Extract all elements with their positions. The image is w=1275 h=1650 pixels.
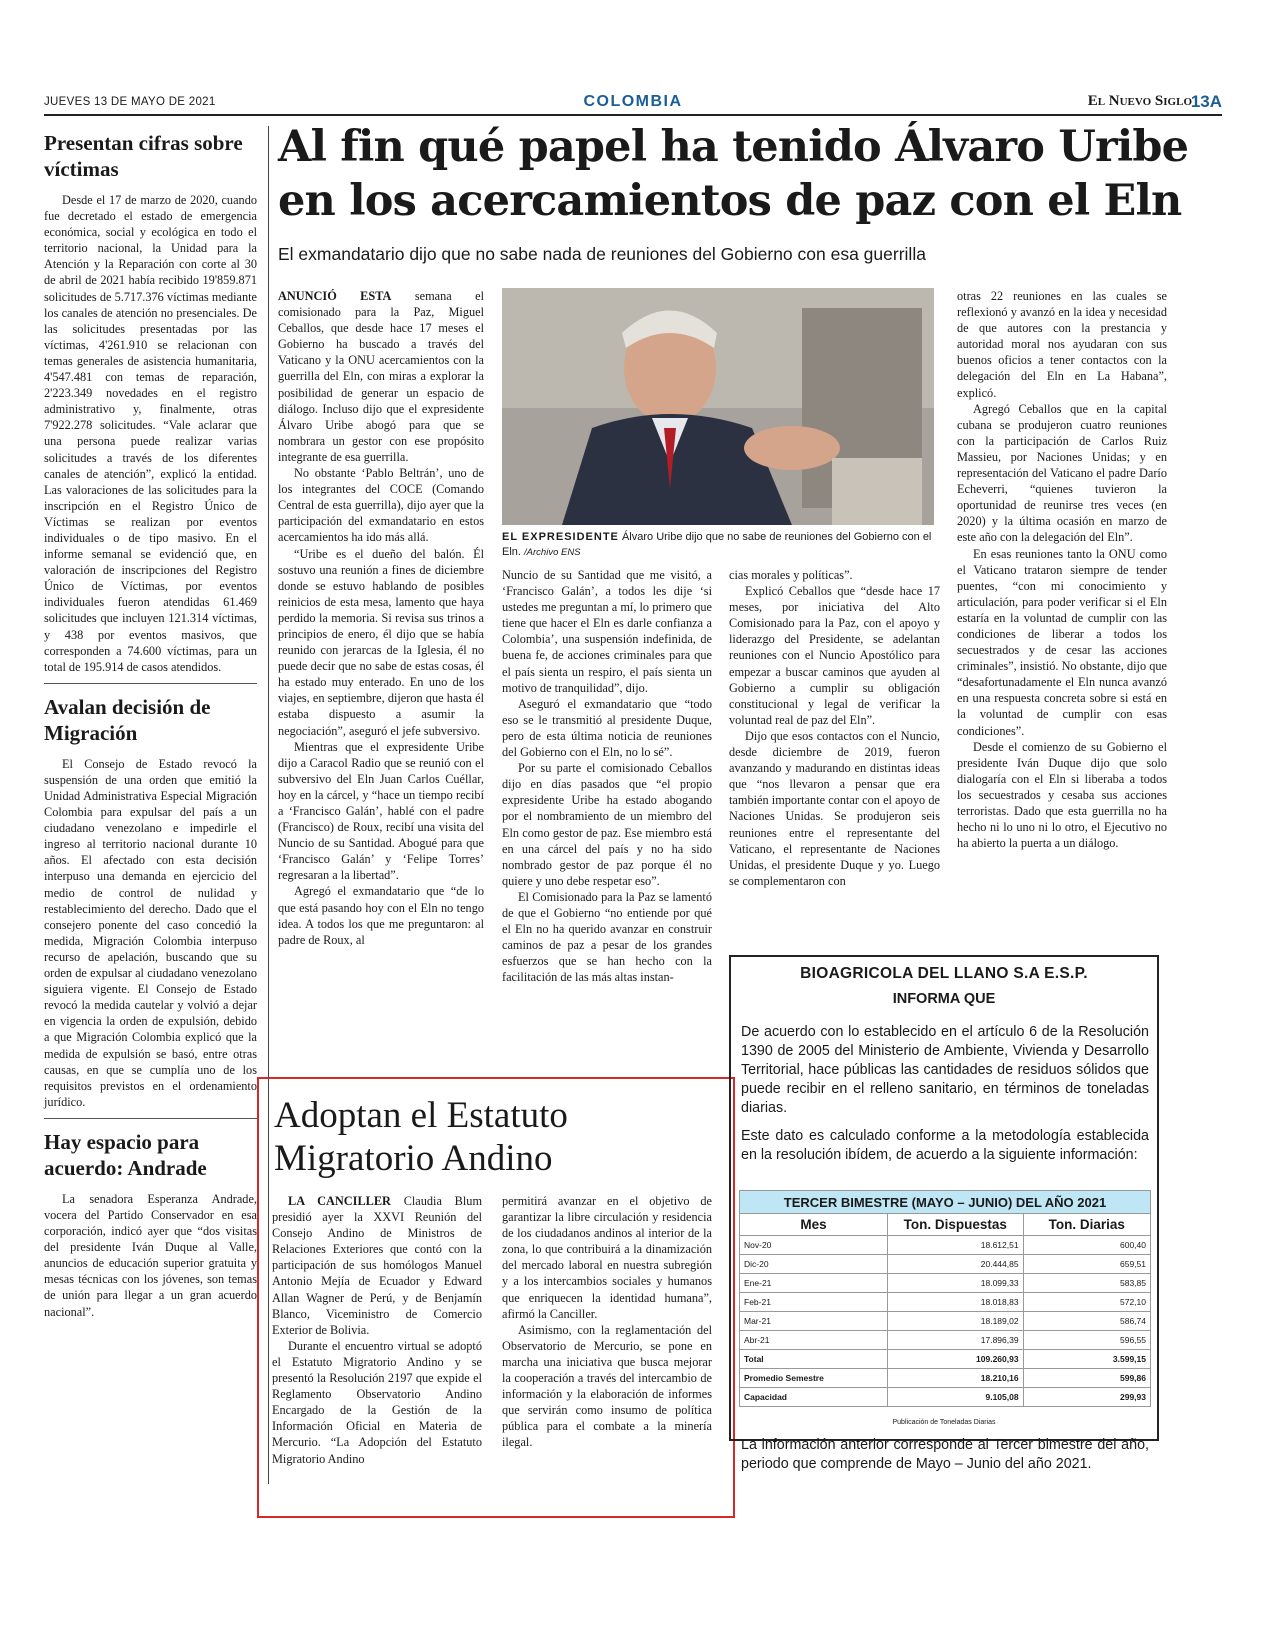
box-paragraph: Durante el encuentro virtual se adoptó el Estatuto Migratorio Andino y se presentó la Resolución 2197 que expide el Reglamento Observatorio Andino Encargado de la Gestión de la Información Oficial en Materia de Mercurio. “La Adopción del Estatuto Migratorio Andino — [272, 1338, 482, 1466]
table-row: Dic-20 20.444,85 659,51 — [740, 1255, 1151, 1274]
notice-paragraph-1: De acuerdo con lo establecido en el artículo 6 de la Resolución 1390 de 2005 del Ministerio de Ambiente, Vivienda y Desarrollo Territorial, hace públicas las cantidades de residuos sólidos que puede recibir en el relleno sanitario, en términos de toneladas diarias. — [741, 1024, 1149, 1116]
box-paragraph: LA CANCILLER Claudia Blum presidió ayer la XXVI Reunión del Consejo Andino de Ministros de Relaciones Exteriores que contó con la participación de sus homólogos Manuel Antonio Mejía de Ecuador y Edward Allan Wagner de Perú, y de Benjamín Blanco, Viceministro de Comercio Exterior de Bolivia. — [272, 1194, 483, 1337]
table-row: Mar-21 18.189,02 586,74 — [740, 1312, 1151, 1331]
notice-paragraph-3: La información anterior corresponde al Tercer bimestre del año, periodo que comprende de Mayo – Junio del año 2021. — [741, 1437, 1149, 1472]
caption-text: Álvaro Uribe dijo que no sabe de reuniones del Gobierno con el Eln. — [502, 531, 932, 558]
brief-migration — [44, 694, 257, 1119]
newspaper-brand: El Nuevo Siglo — [1087, 93, 1192, 109]
notice-paragraph-2: Este dato es calculado conforme a la metodología establecida en la resolución ibídem, de acuerdo a la siguiente información: — [741, 1128, 1149, 1163]
article-paragraph: Desde el comienzo de su Gobierno el presidente Iván Duque dijo que solo dialogaría con el Eln si liberaba a todos los secuestrados y cesaba sus acciones terroristas. Dado que esta guerrilla no ha hecho ni lo uno ni lo otro, el Ejecutivo no ha abierto la puerta a un diálogo. — [957, 739, 1167, 851]
article-paragraph: Explicó Ceballos que “desde hace 17 meses, por iniciativa del Alto Comisionado para la Paz, con el apoyo y liderazgo del Presidente, se adelantan reuniones con el Nuncio Apostólico para empezar a buscar caminos que ayuden al Gobierno a cumplir su obligación constitucional y legal de verificar la voluntad real de paz del Eln”. — [729, 584, 940, 727]
page-header — [44, 92, 1222, 116]
article-paragraph: otras 22 reuniones en las cuales se reflexionó y avanzó en la idea y necesidad de que autores con la prestancia y autoridad moral nos ayudaran con sus buenos oficios a tener contactos con la delegación del Eln en La Habana”, explicó. — [957, 289, 1167, 400]
table-header: Ton. Dispuestas — [887, 1214, 1023, 1236]
article-lead-in: ANUNCIÓ ESTA — [278, 289, 392, 303]
table-row: Nov-20 18.612,51 600,40 — [740, 1236, 1151, 1255]
article-paragraph: ANUNCIÓ ESTA semana el comisionado para la Paz, Miguel Ceballos, que desde hace 17 meses el Gobierno ha buscado a través del Vaticano y la ONU acercamientos con la guerrilla del Eln, con miras a explorar la posibilidad de generar un espacio de diálogo. Incluso dijo que el expresidente Álvaro Uribe abogó para que se nombrara un gestor con ese propósito integrante de esa guerrilla. — [278, 289, 484, 464]
page-number: 13A — [1190, 92, 1222, 111]
caption-lead: EL EXPRESIDENTE — [502, 531, 619, 543]
box-column-1 — [272, 1193, 482, 1467]
article-column-4 — [957, 288, 1167, 851]
table-row-capacity: Capacidad 9.105,08 299,93 — [740, 1388, 1151, 1407]
table-row: Abr-21 17.896,39 596,55 — [740, 1331, 1151, 1350]
box-headline: Adoptan el Estatuto Migratorio Andino — [274, 1095, 568, 1179]
box-paragraph: Asimismo, con la reglamentación del Observatorio de Mercurio, se pone en marcha una iniciativa que busca mejorar la cooperación a través del intercambio de información y la elaboración de informes que servirán como insumo de política pública para el combate a la minería ilegal. — [502, 1322, 712, 1450]
section-name: COLOMBIA — [583, 93, 683, 110]
brief-andrade-title: Hay espacio para acuerdo: Andrade — [44, 1129, 207, 1180]
issue-date: JUEVES 13 DE MAYO DE 2021 — [44, 96, 216, 108]
article-paragraph: Nuncio de su Santidad que me visitó, a ‘Francisco Galán’, a todos les dije ‘si ustedes me preguntan a mí, lo primero que tiene que hacer el Eln es darle confianza a Colombia’, una suspensión indefinida, de buena fe, de acciones criminales para que el país sienta un respiro, el país sienta un motivo de tranquilidad”, dijo. — [502, 568, 712, 695]
article-paragraph: No obstante ‘Pablo Beltrán’, uno de los integrantes del COCE (Comando Central de esta guerrilla), dijo ayer que la participación del exmandatario en estos acercamientos ha ido más allá. — [278, 466, 484, 545]
table-row-total: Total 109.260,93 3.599,15 — [740, 1350, 1151, 1369]
table-row-average: Promedio Semestre 18.210,16 599,86 — [740, 1369, 1151, 1388]
article-column-2 — [502, 567, 712, 985]
photo-caption — [502, 530, 934, 560]
table-header: Mes — [740, 1214, 888, 1236]
article-paragraph: El Comisionado para la Paz se lamentó de que el Gobierno “no entiende por qué el Eln no ha querido avanzar en construir caminos de paz a pesar de los grandes esfuerzos que se han hecho con la facilitación de las más altas instan- — [502, 889, 712, 985]
notice-company: BIOAGRICOLA DEL LLANO S.A E.S.P. — [800, 965, 1088, 982]
article-paragraph: cias morales y políticas”. — [729, 568, 853, 582]
box-column-2 — [502, 1193, 712, 1451]
brief-victims-text: Desde el 17 de marzo de 2020, cuando fue decretado el estado de emergencia económica, social y ecológica en todo el territorio nacional, la Unidad para la Atención y la Reparación con corte al 30 de abril de 2021 había recibido 19'859.871 solicitudes de 5.717.376 víctimas mediante los canales de atención no presenciales. De las solicitudes presentadas por las víctimas, 4'261.910 se relacionan con temas generales de asistencia humanitaria, 4'547.481 con temas de reparación, 2'223.349 novedades en el registro administrativo y, finalmente, otras 7'922.278 solicitudes. “Vale aclarar que una persona puede realizar varias solicitudes a través de los diferentes canales de atención”, explicó la entidad. Las valoraciones de las solicitudes para la inscripción en el Registro Único de Víctimas se realizan por eventos individuales o de tipo masivo. En el informe semanal se evidenció que, en valoración de inscripciones del Registro Único de Víctimas, por eventos individuales fueron atendidas 61.469 solicitudes que incluyen 121.314 víctimas, y 438 por eventos masivos, que corresponden a 74.600 víctimas, para un total de 195.914 de casos atendidos. — [44, 193, 257, 674]
box-lead-in: LA CANCILLER — [288, 1194, 391, 1208]
brief-migration-text: El Consejo de Estado revocó la suspensión de una orden que emitió la Unidad Administrativa Especial Migración Colombia para expulsar del país a un ciudadano venezolano e impedirle el ingreso al territorio nacional durante 10 años. El afectado con esta decisión interpuso una demanda en ejercicio del medio de control de nulidad y restablecimiento del derecho. Dado que el consejero ponente del caso concedió la medida, Migración Colombia interpuso recurso de apelación, buscando que su orden de expulsar al ciudadano venezolano siguiera vigente. El Consejo de Estado revocó la medida cautelar y volvió a dejar en vigencia la orden de expulsión, debido a que Migración Colombia explicó que la medida de expulsión se basó, entre otras causas, en que se cumplía uno de los requisitos previstos en el ordenamiento jurídico. — [44, 756, 257, 1109]
article-paragraph: Aseguró el exmandatario que “todo eso se le transmitió al presidente Duque, pero de esta última noticia de reuniones del Gobierno con el Eln, no lo sé”. — [502, 696, 712, 760]
table-caption: TERCER BIMESTRE (MAYO – JUNIO) DEL AÑO 2021 — [740, 1191, 1151, 1214]
table-note: Publicación de Toneladas Diarias — [892, 1419, 996, 1426]
box-paragraph: permitirá avanzar en el objetivo de garantizar la libre circulación y residencia de los ciudadanos andinos al interior de la zona, lo que contribuirá a la dinamización del mercado laboral en nuestra subregión y a los intercambios sociales y humanos que enriquecen la identidad humana”, afirmó la Canciller. — [502, 1194, 712, 1321]
brief-andrade-text: La senadora Esperanza Andrade, vocera del Partido Conservador en esa corporación, indicó ayer que “dos visitas del presidente Iván Duque al Valle, anuncios de educación superior gratuita y mesas técnicas con los jóvenes, son temas de unión para llegar a un gran acuerdo nacional”. — [44, 1191, 257, 1319]
article-paragraph: En esas reuniones tanto la ONU como el Vaticano trataron siempre de tender puentes, “con mi conocimiento y articulación, para poder verificar si el Eln estaría en la voluntad de cumplir con las condiciones de liberar a todos los secuestrados y de cesar las acciones criminales”, insistió. No obstante, dijo que “desafortunadamente el Eln nunca avanzó en una respuesta concreta sobre si está en la voluntad de cumplir con esas condiciones”. — [957, 546, 1167, 738]
article-paragraph: “Uribe es el dueño del balón. Él sostuvo una reunión a fines de diciembre donde se estuvo hablando de posibles reinicios de esta mesa, lamento que haya perdido la memoria. Si revisa sus trinos a principios de enero, él dijo que se había reunido con jerarcas de la Iglesia, él no puede decir que no sabe de estas cosas, él ha estado muy enterado. En uno de los viajes, en septiembre, dijeron que hasta él estaba dispuesto a asumir la negociación”, aseguró el jefe subversivo. — [278, 546, 484, 738]
uribe-photo — [502, 288, 934, 525]
table-row: Ene-21 18.099,33 583,85 — [740, 1274, 1151, 1293]
notice-subtitle: INFORMA QUE — [892, 991, 996, 1007]
legal-notice — [729, 955, 1159, 1472]
caption-credit: /Archivo ENS — [524, 547, 581, 558]
brief-andrade — [44, 1129, 257, 1320]
left-column — [44, 130, 257, 1320]
table-row: Feb-21 18.018,83 572,10 — [740, 1293, 1151, 1312]
tonnage-table — [739, 1190, 1151, 1407]
article-paragraph: Por su parte el comisionado Ceballos dijo en días pasados que “el propio expresidente Uribe ha estado abogando por el nombramiento de un miembro del Eln como gestor de paz. Ese miembro está en una cárcel del país y no ha sido nombrado gestor de paz porque él no quiere y uno debe respetar eso”. — [502, 761, 712, 888]
table-header: Ton. Diarias — [1023, 1214, 1150, 1236]
photo-illustration — [502, 288, 934, 525]
brief-victims-title: Presentan cifras sobre víctimas — [44, 131, 243, 181]
brief-victims — [44, 130, 257, 684]
article-column-1 — [278, 288, 484, 948]
article-paragraph: Agregó Ceballos que en la capital cubana se produjeron cuatro reuniones con la participación de Carlos Ruiz Massieu, por Naciones Unidas; y en representación del Vaticano el padre Darío Echeverri, “quienes tuvieron la oportunidad de reunirse tres veces (en 2020) y la última ocasión en marzo de este año con la delegación del Eln”. — [957, 401, 1167, 545]
main-subheadline: El exmandatario dijo que no sabe nada de reuniones del Gobierno con esa guerrilla — [278, 244, 926, 264]
main-headline: Al fin qué papel ha tenido Álvaro Uribe en los acercamientos de paz con el Eln — [278, 122, 1189, 226]
article-column-3 — [729, 567, 940, 889]
article-paragraph: Dijo que esos contactos con el Nuncio, desde diciembre de 2019, fueron avanzando y madurando en distintas ideas que “nos llevaron a pensar que era también importante contar con el apoyo de Naciones Unidas. Se produjeron seis reuniones entre el representante del Vaticano, el representante de Naciones Unidas, el presidente Duque y yo. Luego se complementaron con — [729, 728, 940, 888]
article-paragraph: Mientras que el expresidente Uribe dijo a Caracol Radio que se reunió con el subversivo del Eln Juan Carlos Cuéllar, hoy en la cárcel, y “hace un tiempo recibí a ‘Francisco Galán’, hablé con el padre (Francisco) de Roux, recibí una visita del Nuncio de su Santidad. Abogué para que ‘Francisco Galán’ y ‘Felipe Torres’ regresaran a la libertad”. — [278, 739, 484, 883]
article-paragraph: Agregó el exmandatario que “de lo que está pasando hoy con el Eln no tengo idea. A todos los que me preguntaron: al padre de Roux, al — [278, 884, 484, 947]
brief-migration-title: Avalan decisión de Migración — [44, 694, 211, 745]
